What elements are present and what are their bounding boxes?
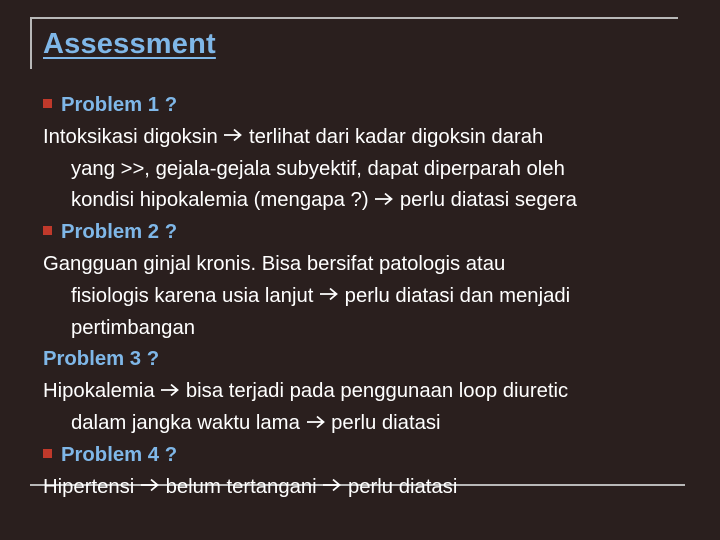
problem-4-heading: Problem 4 ?	[61, 443, 178, 466]
square-bullet-icon	[43, 226, 52, 235]
problem-2-text-b: perlu diatasi dan menjadi	[344, 284, 571, 307]
problem-3-heading: Problem 3 ?	[43, 348, 160, 371]
problem-3-text-a: Hipokalemia	[43, 380, 155, 403]
problem-1-line-3	[43, 185, 703, 217]
problem-1-text-c: kondisi hipokalemia (mengapa ?)	[71, 189, 369, 212]
problem-4-text-c: perlu diatasi	[347, 475, 458, 498]
problem-3-text-d: perlu diatasi	[331, 411, 441, 434]
problem-2-line-3: pertimbangan	[71, 316, 196, 339]
problem-2-row	[43, 217, 703, 249]
problem-3-row	[43, 344, 703, 376]
square-bullet-icon	[43, 99, 52, 108]
right-arrow-icon	[319, 287, 339, 301]
problem-3-text-c: dalam jangka waktu lama	[71, 411, 300, 434]
problem-2-line-1: Gangguan ginjal kronis. Bisa bersifat patologis atau	[43, 252, 506, 275]
problem-1-text-b: terlihat dari kadar digoksin darah	[249, 125, 544, 148]
problem-1-text-d: perlu diatasi segera	[399, 189, 577, 212]
problem-4-row	[43, 440, 703, 472]
square-bullet-icon	[43, 449, 52, 458]
problem-3-line-2	[43, 408, 703, 440]
left-border-line	[30, 17, 32, 69]
problem-2-text-a: fisiologis karena usia lanjut	[71, 284, 314, 307]
right-arrow-icon	[306, 415, 326, 429]
problem-1-line-2: yang >>, gejala-gejala subyektif, dapat diperparah oleh	[71, 157, 565, 180]
problem-3-text-b: bisa terjadi pada penggunaan loop diuretic	[185, 380, 569, 403]
problem-1-text-a: Intoksikasi digoksin	[43, 125, 218, 148]
right-arrow-icon	[374, 192, 394, 206]
slide-content	[43, 90, 703, 503]
problem-4-text-b: belum tertangani	[165, 475, 317, 498]
problem-2-line-2	[43, 281, 703, 313]
right-arrow-icon	[223, 128, 243, 142]
problem-1-heading: Problem 1 ?	[61, 94, 178, 116]
right-arrow-icon	[160, 383, 180, 397]
problem-2-heading: Problem 2 ?	[61, 221, 178, 244]
right-arrow-icon	[322, 478, 342, 492]
right-arrow-icon	[140, 478, 160, 492]
top-border-line	[30, 17, 678, 19]
problem-3-line-1	[43, 376, 703, 408]
problem-1-line-1	[43, 122, 703, 154]
slide-title: Assessment	[43, 28, 216, 60]
problem-4-line-1	[43, 472, 703, 504]
problem-1-row	[43, 90, 703, 122]
problem-4-text-a: Hipertensi	[43, 475, 135, 498]
